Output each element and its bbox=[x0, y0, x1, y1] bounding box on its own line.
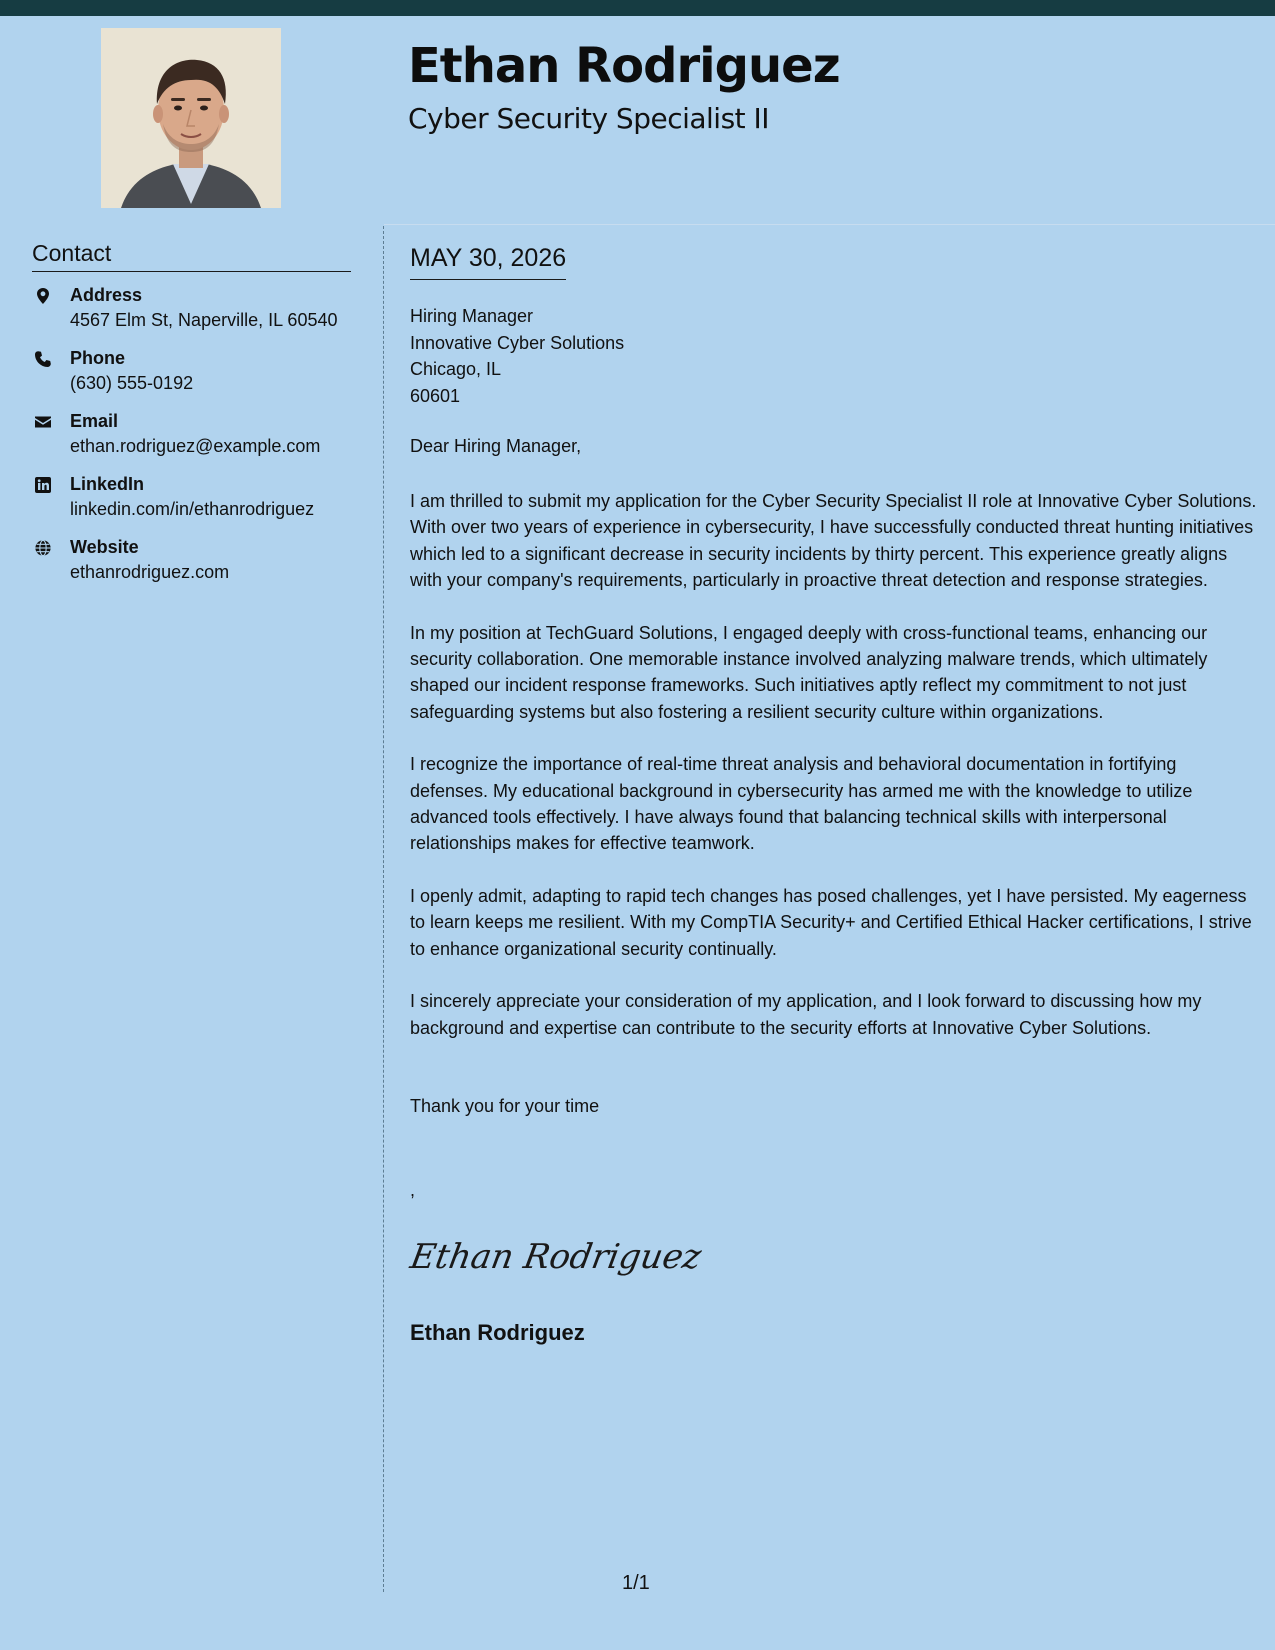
contact-value: linkedin.com/in/ethanrodriguez bbox=[70, 499, 315, 519]
contact-item-email bbox=[32, 409, 362, 472]
letter-date: MAY 30, 2026 bbox=[410, 244, 566, 280]
map-pin-icon bbox=[34, 287, 52, 305]
linkedin-icon bbox=[34, 476, 52, 494]
contact-item-linkedin bbox=[32, 472, 362, 535]
page-title: Ethan Rodriguez bbox=[408, 38, 840, 94]
recipient-line: Hiring Manager bbox=[410, 306, 534, 326]
signature-image bbox=[407, 1228, 705, 1288]
job-title: Cyber Security Specialist II bbox=[408, 102, 770, 135]
signature-text: Ethan Rodriguez bbox=[407, 1237, 705, 1277]
recipient-line: Chicago, IL bbox=[410, 359, 502, 379]
contact-label: Address bbox=[70, 285, 143, 305]
contact-label: Phone bbox=[70, 348, 126, 368]
letter-body bbox=[410, 488, 1258, 1067]
phone-icon bbox=[34, 350, 52, 368]
recipient-block bbox=[410, 303, 624, 409]
globe-icon bbox=[34, 539, 52, 557]
contact-label: Website bbox=[70, 537, 139, 557]
profile-photo bbox=[101, 28, 281, 208]
signer-name: Ethan Rodriguez bbox=[410, 1320, 585, 1345]
closing-line: Thank you for your time bbox=[410, 1096, 600, 1116]
contact-value: 4567 Elm St, Naperville, IL 60540 bbox=[70, 310, 338, 330]
body-paragraph: In my position at TechGuard Solutions, I engaged deeply with cross-functional teams, enhancing our security collaboration. One memorable instance involved analyzing malware trends, which ultimately shaped our incident response frameworks. Such initiatives aptly reflect my commitment to not just safeguarding systems but also fostering a resilient security culture within organizations. bbox=[410, 622, 1208, 722]
contact-value: ethan.rodriguez@example.com bbox=[70, 436, 321, 456]
recipient-line: 60601 bbox=[410, 385, 461, 406]
contact-item-website bbox=[32, 535, 362, 598]
contact-list bbox=[32, 283, 362, 598]
body-paragraph: I openly admit, adapting to rapid tech changes has posed challenges, yet I have persisted. My eagerness to learn keeps me resilient. With my CompTIA Security+ and Certified Ethical Hacker certifications, I strive to enhance organizational security continually. bbox=[410, 885, 1252, 959]
body-paragraph: I am thrilled to submit my application for the Cyber Security Specialist II role at Innovative Cyber Solutions. With over two years of experience in cybersecurity, I have successfully conducted threat hunting initiatives which led to a significant decrease in security incidents by thirty percent. This experience greatly aligns with your company's requirements, particularly in proactive threat detection and response strategies. bbox=[410, 491, 1257, 591]
column-divider bbox=[383, 226, 384, 1592]
closing-comma: , bbox=[410, 1180, 416, 1200]
contact-item-phone bbox=[32, 346, 362, 409]
page-number: 1/1 bbox=[622, 1572, 650, 1594]
contact-heading: Contact bbox=[32, 240, 351, 272]
salutation: Dear Hiring Manager, bbox=[410, 436, 582, 456]
contact-label: Email bbox=[70, 411, 119, 431]
signature bbox=[407, 1228, 705, 1288]
contact-item-address bbox=[32, 283, 362, 346]
avatar bbox=[101, 28, 281, 208]
envelope-icon bbox=[34, 413, 52, 431]
recipient-line: Innovative Cyber Solutions bbox=[410, 332, 625, 353]
contact-value: ethanrodriguez.com bbox=[70, 562, 230, 582]
body-paragraph: I sincerely appreciate your consideration of my application, and I look forward to discussing how my background and expertise can contribute to the security efforts at Innovative Cyber Solutions. bbox=[410, 991, 1202, 1038]
contact-value: (630) 555-0192 bbox=[70, 373, 194, 393]
contact-label: LinkedIn bbox=[70, 474, 145, 494]
body-paragraph: I recognize the importance of real-time threat analysis and behavioral documentation in fortifying defenses. My educational background in cybersecurity has armed me with the knowledge to utilize advanced tools effectively. I have always found that balancing technical skills with interpersonal relationships makes for effective teamwork. bbox=[410, 754, 1193, 854]
top-accent-bar bbox=[0, 0, 1275, 16]
header-divider bbox=[384, 224, 1275, 225]
